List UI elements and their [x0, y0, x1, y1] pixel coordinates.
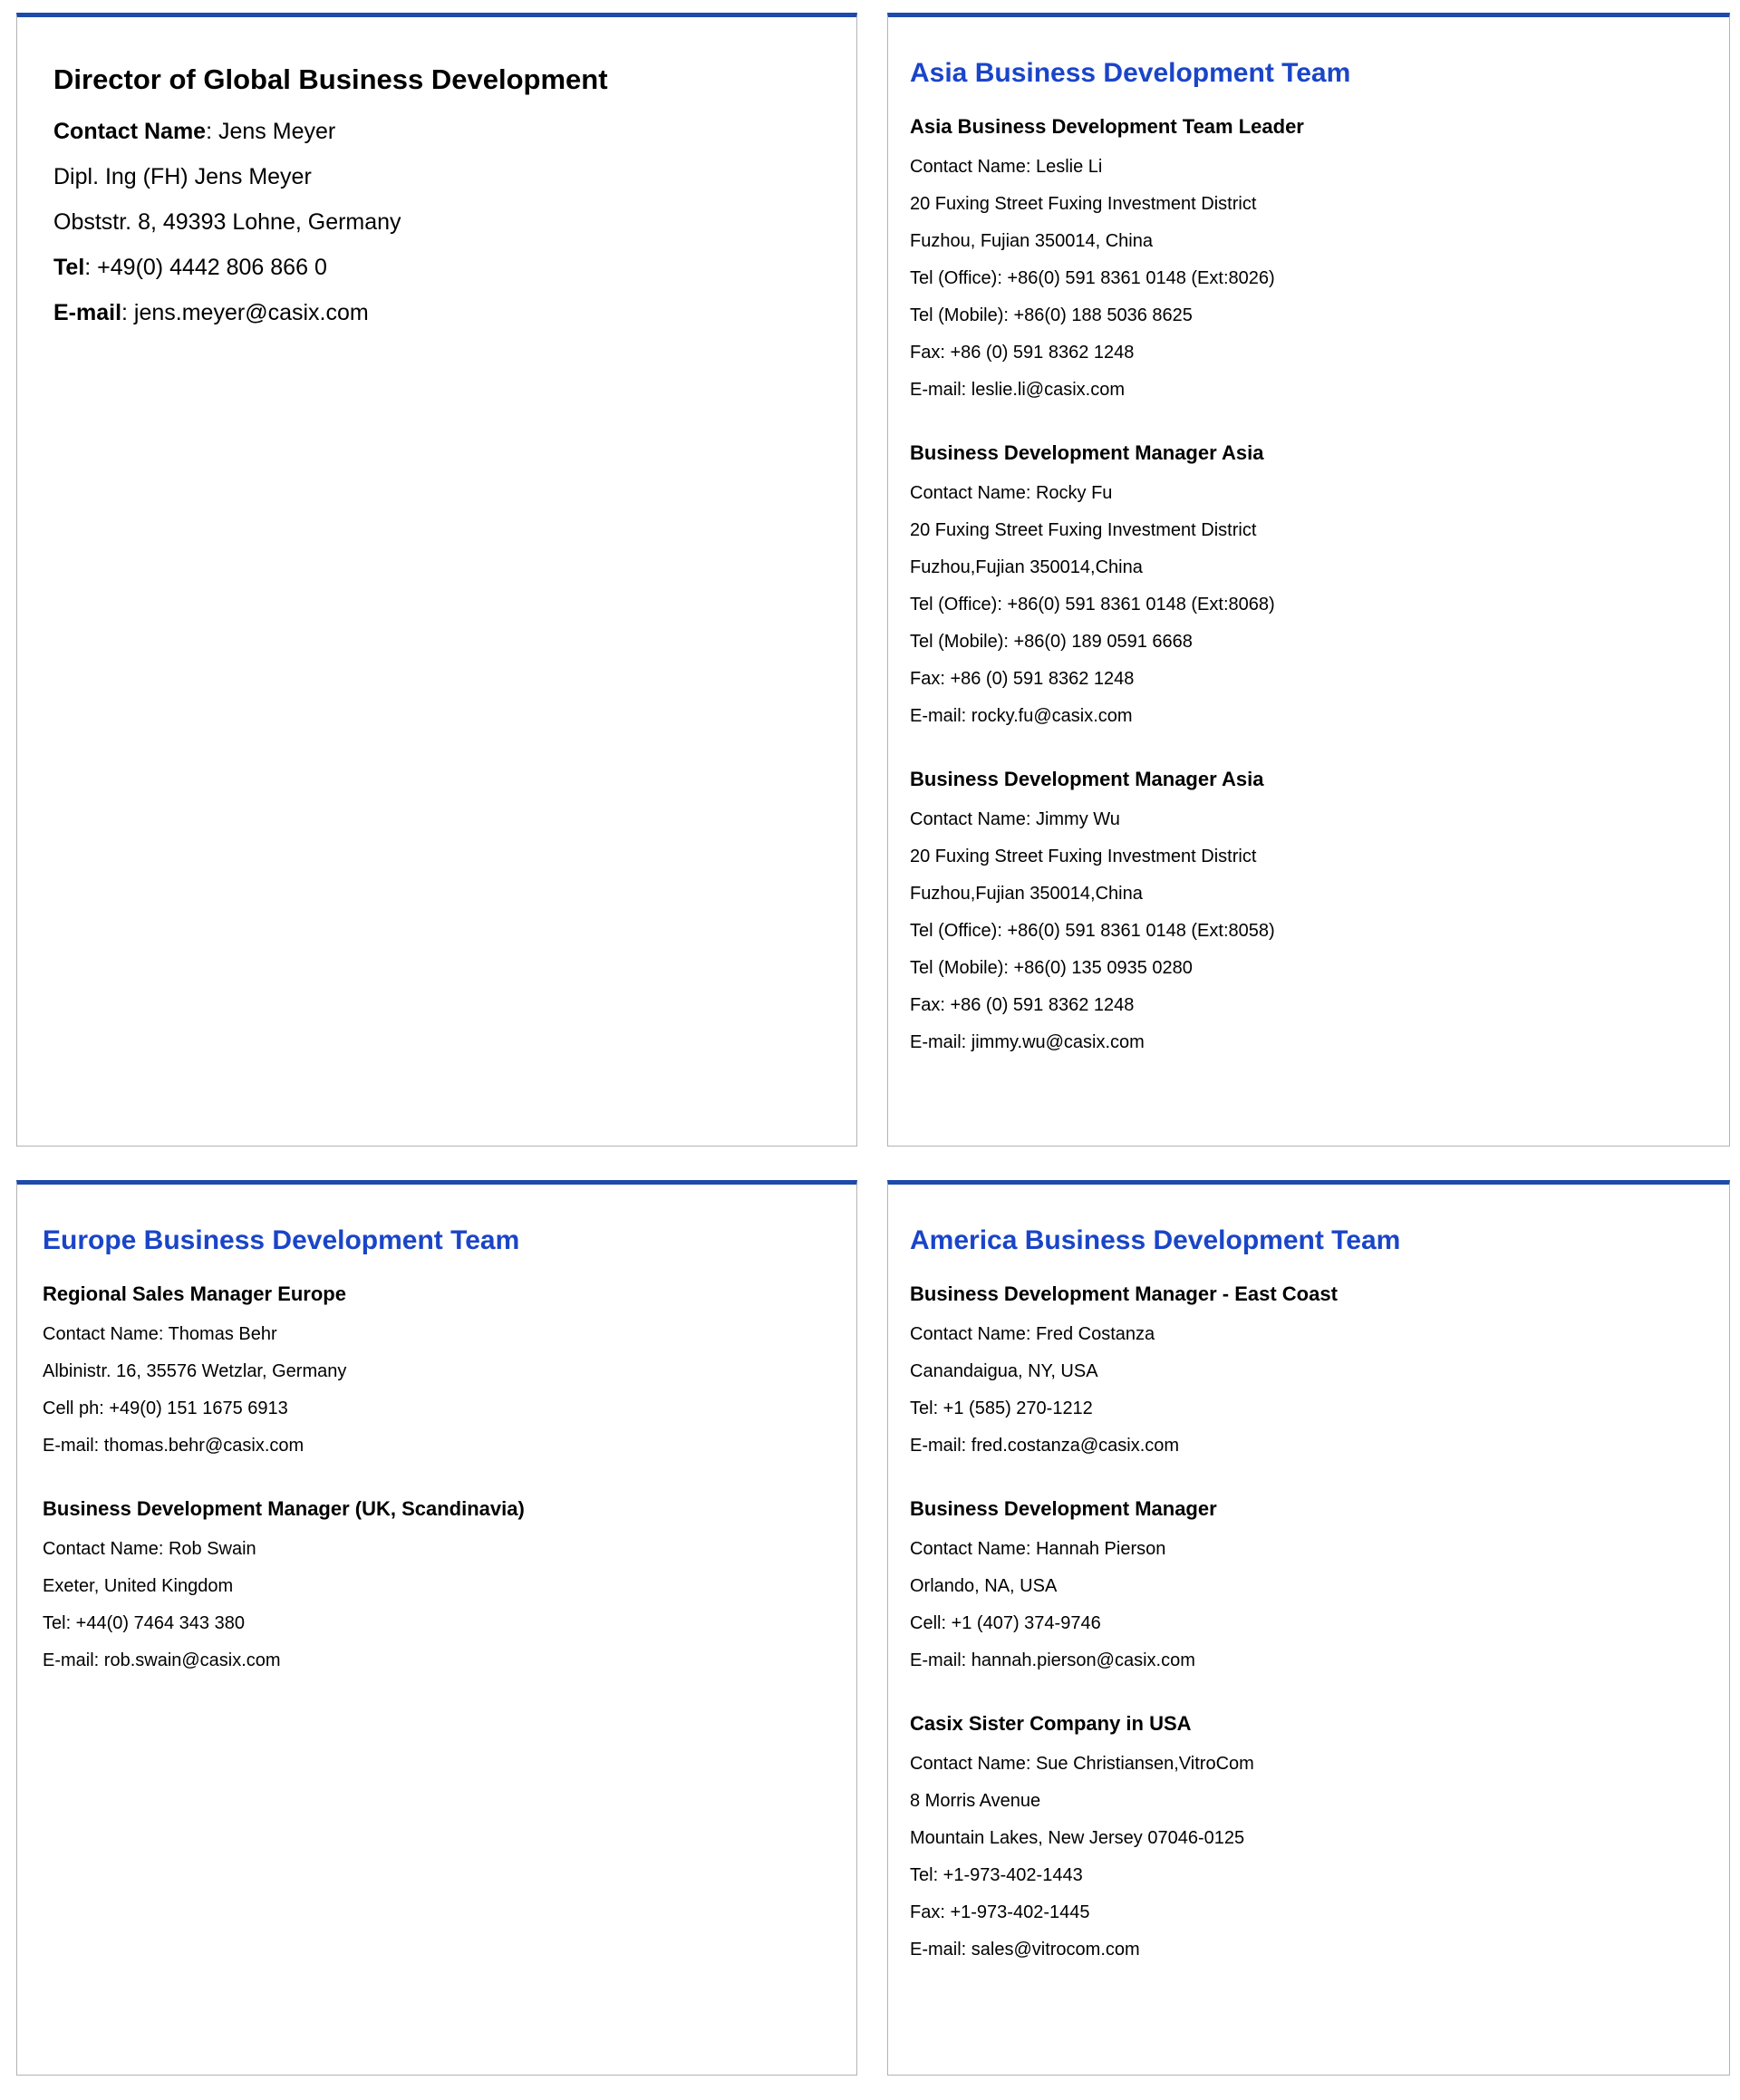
contact-line: 8 Morris Avenue: [910, 1791, 1041, 1811]
contact-line: 20 Fuxing Street Fuxing Investment District: [910, 520, 1257, 540]
contact-line: E-mail: fred.costanza@casix.com: [910, 1436, 1180, 1456]
section-role: Business Development Manager Asia: [910, 768, 1264, 790]
panel-america-team: [887, 1180, 1730, 2076]
contact-line: Tel (Office): +86(0) 591 8361 0148 (Ext:8068): [910, 595, 1275, 615]
contact-line: Fuzhou,Fujian 350014,China: [910, 884, 1143, 904]
contact-line: Contact Name: Hannah Pierson: [910, 1539, 1166, 1559]
contact-section: [910, 1497, 1707, 1671]
contact-line: [53, 208, 822, 236]
section-role: Business Development Manager Asia: [910, 441, 1264, 464]
contact-line-text: : jens.meyer@casix.com: [121, 300, 369, 325]
contact-line: Canandaigua, NY, USA: [910, 1361, 1098, 1381]
contact-line: Contact Name: Leslie Li: [910, 157, 1103, 177]
contact-line: Fuzhou,Fujian 350014,China: [910, 557, 1143, 577]
contact-line: Fax: +86 (0) 591 8362 1248: [910, 995, 1135, 1015]
section-role: Business Development Manager: [910, 1497, 1217, 1520]
contact-line: Fax: +86 (0) 591 8362 1248: [910, 669, 1135, 689]
contact-line: Tel: +1-973-402-1443: [910, 1865, 1083, 1885]
contact-section: [910, 1282, 1707, 1456]
contact-section: [43, 1497, 833, 1671]
contact-line-text: Obststr. 8, 49393 Lohne, Germany: [53, 209, 401, 235]
contact-line: [53, 299, 822, 326]
contact-line: E-mail: rob.swain@casix.com: [43, 1650, 281, 1670]
contact-line: Orlando, NA, USA: [910, 1576, 1058, 1596]
contact-line: Tel (Office): +86(0) 591 8361 0148 (Ext:8058): [910, 921, 1275, 941]
contact-line: Fuzhou, Fujian 350014, China: [910, 231, 1153, 251]
contact-section: [910, 1712, 1707, 1960]
section-role: Asia Business Development Team Leader: [910, 115, 1304, 138]
contact-line: Contact Name: Rocky Fu: [910, 483, 1113, 503]
contact-line: [53, 163, 822, 190]
contact-line: Albinistr. 16, 35576 Wetzlar, Germany: [43, 1361, 347, 1381]
contact-section: [910, 441, 1707, 727]
contact-line: Cell ph: +49(0) 151 1675 6913: [43, 1398, 288, 1418]
panel-asia-team: [887, 13, 1730, 1147]
contact-line-label: E-mail: [53, 300, 122, 325]
contact-line: Cell: +1 (407) 374-9746: [910, 1613, 1101, 1633]
contact-line: Tel: +44(0) 7464 343 380: [43, 1613, 245, 1633]
contact-line: Contact Name: Thomas Behr: [43, 1324, 277, 1344]
contact-line: Fax: +86 (0) 591 8362 1248: [910, 343, 1135, 363]
contact-line: 20 Fuxing Street Fuxing Investment District: [910, 847, 1257, 866]
contact-line: Contact Name: Rob Swain: [43, 1539, 256, 1559]
contact-line: Tel: +1 (585) 270-1212: [910, 1398, 1093, 1418]
contact-line: Contact Name: Sue Christiansen,VitroCom: [910, 1754, 1254, 1774]
section-role: Casix Sister Company in USA: [910, 1712, 1192, 1735]
panel-europe-team: [16, 1180, 857, 2076]
contact-line: E-mail: rocky.fu@casix.com: [910, 706, 1133, 726]
contact-line: Mountain Lakes, New Jersey 07046-0125: [910, 1828, 1245, 1848]
contact-line: 20 Fuxing Street Fuxing Investment District: [910, 194, 1257, 214]
contact-line: [53, 254, 822, 281]
panel-director: [16, 13, 857, 1147]
contact-line-label: Contact Name: [53, 119, 207, 144]
contact-line-label: Tel: [53, 255, 85, 280]
panel-title-asia: Asia Business Development Team: [910, 58, 1351, 88]
section-role: Business Development Manager - East Coast: [910, 1282, 1338, 1305]
contact-line: E-mail: sales@vitrocom.com: [910, 1940, 1140, 1960]
contact-line-text: : +49(0) 4442 806 866 0: [84, 255, 327, 280]
contact-section: [910, 768, 1707, 1053]
contact-line: Fax: +1-973-402-1445: [910, 1902, 1090, 1922]
panel-title-america: America Business Development Team: [910, 1225, 1401, 1255]
contact-section: [43, 1282, 833, 1456]
contact-line: Tel (Mobile): +86(0) 189 0591 6668: [910, 632, 1193, 652]
contact-line: Tel (Mobile): +86(0) 188 5036 8625: [910, 305, 1193, 325]
contact-line: Contact Name: Jimmy Wu: [910, 809, 1120, 829]
contact-line: E-mail: leslie.li@casix.com: [910, 380, 1126, 400]
contact-line: Exeter, United Kingdom: [43, 1576, 234, 1596]
contact-line-text: Dipl. Ing (FH) Jens Meyer: [53, 164, 312, 189]
contact-line-text: : Jens Meyer: [206, 119, 336, 144]
contact-line: E-mail: hannah.pierson@casix.com: [910, 1650, 1195, 1670]
contact-line: Tel (Office): +86(0) 591 8361 0148 (Ext:8026): [910, 268, 1275, 288]
contact-line: Contact Name: Fred Costanza: [910, 1324, 1155, 1344]
director-title: Director of Global Business Development: [53, 63, 608, 95]
section-role: Regional Sales Manager Europe: [43, 1282, 346, 1305]
contact-line: Tel (Mobile): +86(0) 135 0935 0280: [910, 958, 1193, 978]
contact-line: E-mail: jimmy.wu@casix.com: [910, 1032, 1145, 1052]
contact-line: E-mail: thomas.behr@casix.com: [43, 1436, 304, 1456]
panel-title-europe: Europe Business Development Team: [43, 1225, 520, 1255]
contact-line: [53, 118, 822, 145]
contact-section: [910, 115, 1707, 401]
section-role: Business Development Manager (UK, Scandinavia): [43, 1497, 525, 1520]
